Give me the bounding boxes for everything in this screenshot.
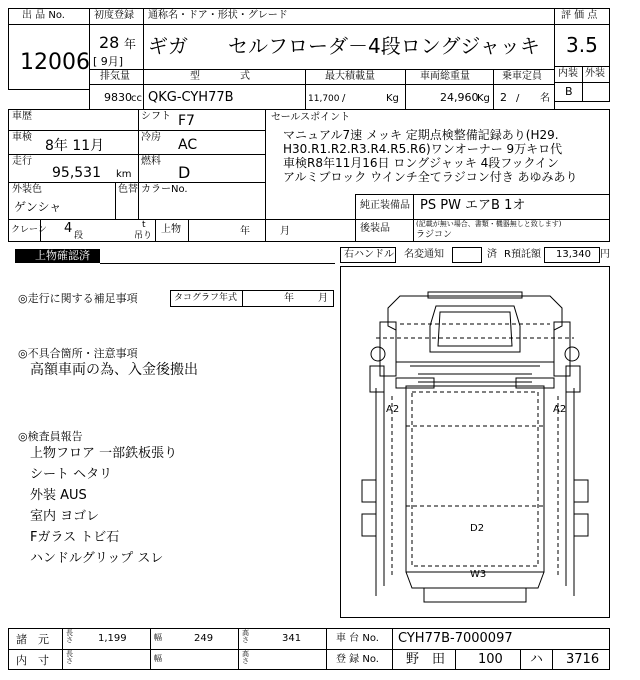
crane-stages: 4	[64, 221, 73, 236]
aftermarket-value: ラジコン	[416, 230, 453, 240]
length-value: 1,199	[98, 633, 127, 644]
handle-value: 右ハンドル	[344, 249, 394, 260]
chassis-value: CYH77B-7000097	[398, 631, 513, 646]
sales-point-line-4: アルミブロック ウインチ全てラジコン付き あゆみあり	[283, 170, 578, 184]
shift-value: F7	[178, 113, 195, 129]
displacement-label: 排気量	[100, 71, 130, 82]
mileage-value: 95,531	[52, 165, 101, 181]
inspector-line-1: 上物フロア 一部鉄板張り	[30, 446, 178, 461]
recycle-value: 13,340	[556, 249, 591, 260]
tacho-year-unit: 年	[284, 293, 294, 304]
gross-weight-label: 車両総重量	[420, 71, 470, 82]
reg-class: 100	[478, 652, 503, 667]
body-month-unit: 月	[280, 226, 290, 237]
color-change-label: 色替	[118, 184, 138, 195]
body-label: 上物	[161, 224, 181, 235]
name-change-label: 名変通知	[404, 249, 444, 260]
interior-dims-label: 内 寸	[16, 654, 49, 667]
reg-number: 3716	[566, 652, 600, 667]
capacity-unit: 名	[540, 93, 550, 104]
in-height-label: 高さ	[242, 650, 249, 665]
inspection-value: 8年 11月	[45, 138, 105, 154]
dims-label: 諸 元	[16, 633, 49, 646]
rating-label: 評 価 点	[561, 10, 598, 21]
body-year-unit: 年	[240, 226, 250, 237]
tacho-label: タコグラフ年式	[174, 293, 238, 303]
shift-label: シフト	[141, 111, 171, 122]
interior-grade-label: 内装	[558, 68, 578, 79]
truck-diagram	[340, 266, 610, 618]
model-label: 型 式	[190, 71, 250, 82]
reg-area: 野 田	[406, 652, 446, 667]
max-load-slash: /	[342, 93, 346, 104]
first-reg-year-unit: 年	[124, 37, 137, 51]
height-value: 341	[282, 633, 302, 644]
length-label: 長さ	[66, 629, 73, 644]
damage-mark-rear: W3	[470, 569, 487, 580]
sales-point-line-3: 車検R8年11月16日 ロングジャッキ 4段フックイン	[283, 156, 559, 170]
inspection-label: 車検	[12, 132, 32, 143]
recycle-unit: 円	[600, 249, 610, 260]
tacho-month-unit: 月	[318, 293, 328, 304]
car-name-label: 通称名・ドア・形状・グレード	[148, 10, 288, 21]
inspector-line-6: ハンドルグリップ スレ	[30, 551, 164, 566]
displacement-value: 9830	[104, 91, 132, 104]
ac-label: 冷房	[141, 132, 161, 143]
damage-mark-bed: D2	[470, 523, 485, 534]
aftermarket-note: (記載が無い場合、書類・機器無しと致します)	[416, 220, 562, 228]
sales-point-line-1: マニュアル7速 メッキ 定期点検整備記録あり(H29.	[283, 128, 559, 142]
capacity-label: 乗車定員	[502, 71, 542, 82]
mileage-unit: km	[116, 169, 132, 180]
chassis-label: 車 台 No.	[336, 633, 379, 644]
damage-mark-right: A2	[553, 404, 567, 415]
damage-mark-left: A2	[386, 404, 400, 415]
inspector-line-4: 室内 ヨゴレ	[30, 509, 100, 524]
history-label: 車歴	[12, 111, 32, 122]
inspector-line-3: 外装 AUS	[30, 488, 87, 503]
max-load-value: 11,700	[308, 94, 340, 104]
ext-color-value: ゲンシャ	[14, 200, 62, 214]
lot-number: 12006	[20, 50, 90, 75]
recycle-label: R預託額	[504, 249, 541, 260]
crane-ton-unit: t	[142, 220, 146, 230]
inspector-line-2: シート ヘタリ	[30, 467, 113, 482]
width-value: 249	[194, 633, 214, 644]
inspector-line-5: Fガラス トビ石	[30, 530, 120, 545]
width-label: 幅	[154, 633, 162, 642]
fuel-value: D	[178, 163, 191, 182]
genuine-equipment-label: 純正装備品	[360, 200, 410, 211]
capacity-value: 2	[500, 91, 507, 104]
sales-point-line-2: H30.R1.R2.R3.R4.R5.R6)ワンオーナー 9万キロ代	[283, 142, 563, 156]
reg-kana: ハ	[530, 652, 544, 667]
fuel-label: 燃料	[141, 156, 161, 167]
rating-value: 3.5	[566, 33, 598, 57]
first-reg-label: 初度登録	[94, 10, 134, 21]
color-no-label: カラーNo.	[141, 184, 188, 195]
sales-point-label: セールスポイント	[271, 112, 351, 123]
car-name: ギガ セルフローダ－4段ロングジャッキ	[148, 34, 540, 58]
max-load-unit: Kg	[386, 93, 399, 104]
tax-label: 済	[487, 249, 497, 260]
mileage-label: 走行	[12, 156, 32, 167]
reg-label: 登 録 No.	[336, 654, 379, 665]
capacity-slash: /	[516, 93, 520, 104]
lot-label: 出 品 No.	[22, 10, 65, 21]
first-reg-year: 28	[99, 33, 120, 52]
defect-title: ◎不具合箇所・注意事項	[18, 347, 138, 360]
defect-text: 高額車両の為、入金後搬出	[30, 362, 198, 378]
ac-value: AC	[178, 137, 198, 153]
displacement-unit: cc	[131, 93, 142, 104]
ext-color-label: 外装色	[12, 184, 42, 195]
height-label: 高さ	[242, 629, 249, 644]
in-length-label: 長さ	[66, 650, 73, 665]
in-width-label: 幅	[154, 654, 162, 663]
crane-stage-unit: 段	[74, 231, 84, 241]
crane-label: クレーン	[11, 225, 47, 235]
gross-weight-value: 24,960	[440, 91, 479, 104]
first-reg-month: [ 9月]	[93, 55, 124, 68]
max-load-label: 最大積載量	[325, 71, 375, 82]
aftermarket-label: 後装品	[360, 223, 390, 234]
exterior-grade-label: 外装	[585, 68, 605, 79]
genuine-equipment-value: PS PW エアB 1オ	[420, 198, 526, 213]
inspector-title: ◎検査員報告	[18, 430, 83, 443]
confirm-banner-title: 上物確認済	[35, 249, 90, 262]
driving-notes-title: ◎走行に関する補足事項	[18, 292, 138, 305]
model-value: QKG-CYH77B	[148, 90, 234, 105]
interior-grade: B	[565, 85, 573, 98]
gross-weight-unit: Kg	[477, 93, 490, 104]
name-change-box	[452, 247, 482, 263]
crane-lift-unit: 吊り	[134, 231, 153, 241]
